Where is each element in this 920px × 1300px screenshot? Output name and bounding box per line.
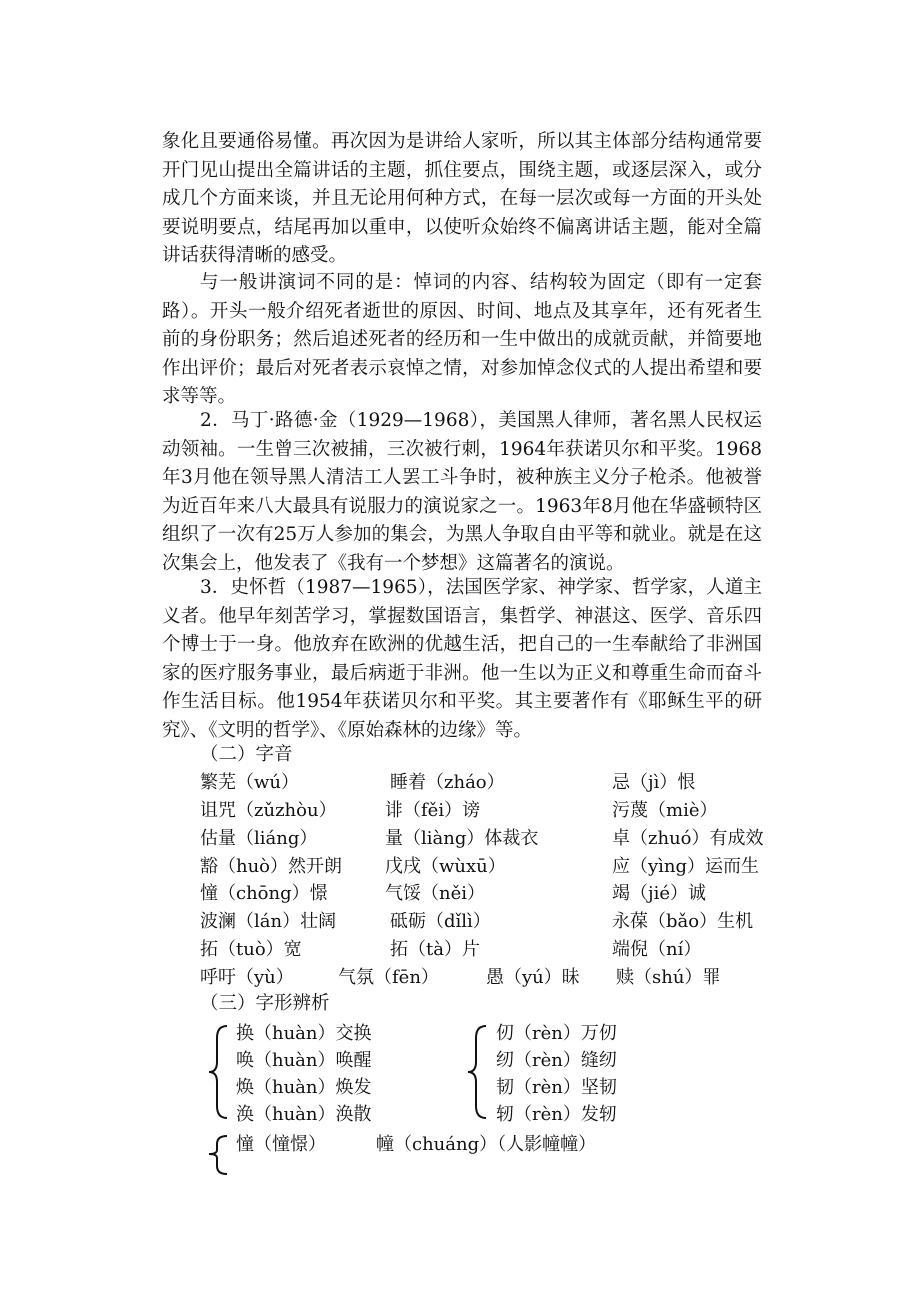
left-brace-icon — [464, 1022, 490, 1122]
pronunciation-item: 睡着（zháo） — [390, 772, 505, 793]
pronunciation-item: 戊戌（wùxū） — [385, 856, 506, 877]
pronunciation-item: 竭（jié）诚 — [612, 883, 706, 904]
pronunciation-item: 应（yìng）运而生 — [612, 856, 760, 877]
pronunciation-item: 诅咒（zǔzhòu） — [200, 800, 337, 821]
pronunciation-item: 波澜（lán）壮阔 — [200, 911, 337, 932]
section-heading-character-forms: （三）字形辨析 — [200, 993, 330, 1014]
paragraph-mlk: 2．马丁·路德·金（1929—1968），美国黑人律师，著名黑人民权运动领袖。一生曾三次被捕，三次被行刺，1964年获诺贝尔和平奖。1968年3月他在领导黑人清洁工人罢工斗争时，被种族主义分子枪杀。他被誉为近百年来八大最具有说服力的演说家之一。1963年8月他在华盛顿特区组织了一次有25万人参加的集会，为黑人争取自由平等和就业。就是在这次集会上，他发表了《我有一个梦想》这篇著名的演说。 — [162, 410, 762, 574]
character-item: 涣（huàn）涣散 — [236, 1104, 372, 1125]
left-brace-icon — [205, 1022, 231, 1122]
pronunciation-item: 赎（shú）罪 — [616, 967, 721, 988]
pronunciation-item: 诽（fěi）谤 — [385, 800, 481, 821]
character-item: 唤（huàn）唤醒 — [236, 1050, 372, 1071]
pronunciation-item: 气馁（něi） — [385, 883, 486, 904]
pronunciation-item: 呼吁（yù） — [200, 967, 294, 988]
pronunciation-item: 拓（tà）片 — [390, 939, 480, 960]
left-brace-icon — [205, 1132, 231, 1176]
pronunciation-item: 繁芜（wú） — [200, 772, 299, 793]
pronunciation-item: 卓（zhuó）有成效 — [612, 828, 764, 849]
pronunciation-item: 污蔑（miè） — [612, 800, 718, 821]
section-heading-pronunciation: （二）字音 — [200, 744, 293, 765]
character-item: 轫（rèn）发轫 — [496, 1104, 617, 1125]
paragraph-speech-structure: 象化且要通俗易懂。再次因为是讲给人家听，所以其主体部分结构通常要开门见山提出全篇讲话的主题，抓住要点，围绕主题，或逐层深入，或分成几个方面来谈，并且无论用何种方式，在每一层次或每一方面的开头处要说明要点，结尾再加以重申，以使听众始终不偏离讲话主题，能对全篇讲话获得清晰的感受。 — [162, 131, 762, 266]
pronunciation-item: 气氛（fēn） — [338, 967, 439, 988]
paragraph-eulogy: 与一般讲演词不同的是：悼词的内容、结构较为固定（即有一定套路）。开头一般介绍死者逝世的原因、时间、地点及其享年，还有死者生前的身份职务；然后追述死者的经历和一生中做出的成就贡献，并简要地作出评价；最后对死者表示哀悼之情，对参加悼念仪式的人提出希望和要求等等。 — [162, 272, 762, 407]
pronunciation-item: 豁（huò）然开朗 — [200, 856, 343, 877]
paragraph-schweitzer: 3．史怀哲（1987—1965），法国医学家、神学家、哲学家，人道主义者。他早年刻苦学习，掌握数国语言，集哲学、神湛这、医学、音乐四个博士于一身。他放弃在欧洲的优越生活，把自己的一生奉献给了非洲国家的医疗服务事业，最后病逝于非洲。他一生以为正义和尊重生命而奋斗作生活目标。他1954年获诺贝尔和平奖。其主要著作有《耶稣生平的研究》、《文明的哲学》、《原始森林的边缘》等。 — [162, 577, 762, 741]
character-item: 纫（rèn）缝纫 — [496, 1050, 617, 1071]
pronunciation-item: 永葆（bǎo）生机 — [612, 911, 754, 932]
character-item: 憧（憧憬） — [236, 1134, 326, 1155]
pronunciation-item: 忌（jì）恨 — [612, 772, 696, 793]
character-item: 焕（huàn）焕发 — [236, 1077, 372, 1098]
pronunciation-item: 估量（liáng） — [200, 828, 318, 849]
character-item: 幢（chuáng）（人影幢幢） — [376, 1134, 597, 1155]
character-item: 仞（rèn）万仞 — [496, 1023, 617, 1044]
pronunciation-item: 端倪（ní） — [612, 939, 702, 960]
pronunciation-item: 拓（tuò）宽 — [200, 939, 302, 960]
pronunciation-item: 憧（chōng）憬 — [200, 883, 328, 904]
character-item: 韧（rèn）坚韧 — [496, 1077, 617, 1098]
pronunciation-item: 量（liàng）体裁衣 — [385, 828, 539, 849]
pronunciation-item: 愚（yú）昧 — [486, 967, 580, 988]
character-item: 换（huàn）交换 — [236, 1023, 372, 1044]
pronunciation-item: 砥砺（dǐlì） — [390, 911, 491, 932]
